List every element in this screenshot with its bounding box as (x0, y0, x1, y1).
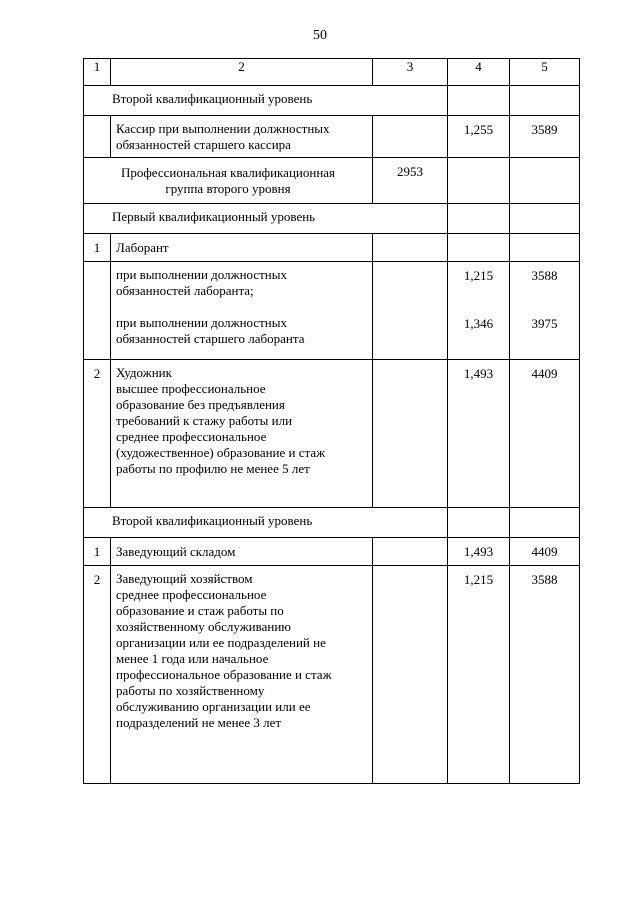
table-row (84, 508, 580, 538)
position-title: Заведующий хозяйством (116, 571, 253, 586)
group-title-cell (84, 158, 373, 204)
base-salary-cell: 2953 (373, 158, 448, 204)
empty-cell (373, 116, 448, 158)
table-row (84, 204, 580, 234)
position-text: работы по профилю не менее 5 лет (116, 461, 310, 476)
position-text: Кассир при выполнении должностных (116, 121, 330, 136)
salary-cell (510, 262, 580, 360)
empty-cell (373, 566, 448, 784)
salary-value: 3975 (531, 316, 558, 331)
salary-cell: 3588 (510, 566, 580, 784)
position-text: подразделений не менее 3 лет (116, 715, 282, 730)
position-text: организации или ее подразделений не (116, 635, 326, 650)
header-cell-4: 4 (448, 59, 510, 86)
empty-cell (510, 234, 580, 262)
coefficient-cell: 1,493 (448, 538, 510, 566)
row-number: 2 (84, 360, 111, 508)
level-title: Второй квалификационный уровень (84, 508, 448, 538)
table-row (84, 360, 580, 508)
level-title: Второй квалификационный уровень (84, 86, 448, 116)
table-row (84, 566, 580, 784)
empty-cell (84, 262, 111, 360)
position-text: обязанностей лаборанта; (116, 283, 254, 298)
table-row (84, 86, 580, 116)
coefficient-cell: 1,493 (448, 360, 510, 508)
coefficient-cell: 1,215 (448, 566, 510, 784)
empty-cell (373, 538, 448, 566)
position-text: при выполнении должностных (116, 267, 287, 282)
row-number: 1 (84, 234, 111, 262)
header-cell-1: 1 (84, 59, 111, 86)
spacer (510, 284, 579, 300)
position-text: среднее профессиональное (116, 587, 267, 602)
position-text: менее 1 года или начальное (116, 651, 269, 666)
position-text: обслуживанию организации или ее (116, 699, 311, 714)
table-row (84, 262, 580, 360)
position-text: (художественное) образование и стаж (116, 445, 326, 460)
salary-cell: 3589 (510, 116, 580, 158)
empty-cell (510, 508, 580, 538)
coefficient-value: 1,215 (463, 268, 494, 283)
position-text: обязанностей старшего лаборанта (116, 331, 305, 346)
position-cell (111, 116, 373, 158)
table-row (84, 158, 580, 204)
position-text: образование без предъявления (116, 397, 285, 412)
empty-cell (373, 360, 448, 508)
header-cell-3: 3 (373, 59, 448, 86)
position-title: Художник (116, 365, 172, 380)
position-title: Лаборант (111, 234, 373, 262)
position-cell (111, 360, 373, 508)
position-cell (111, 566, 373, 784)
salary-cell: 4409 (510, 360, 580, 508)
empty-cell (448, 204, 510, 234)
position-title: Заведующий складом (111, 538, 373, 566)
empty-cell (373, 262, 448, 360)
header-cell-2: 2 (111, 59, 373, 86)
position-text: при выполнении должностных (116, 315, 287, 330)
empty-cell (448, 158, 510, 204)
group-title: группа второго уровня (165, 181, 291, 196)
header-cell-5: 5 (510, 59, 580, 86)
position-text: хозяйственному обслуживанию (116, 619, 292, 634)
table-row (84, 538, 580, 566)
salary-value: 3588 (531, 268, 558, 283)
level-title: Первый квалификационный уровень (84, 204, 448, 234)
empty-cell (448, 86, 510, 116)
row-number: 1 (84, 538, 111, 566)
row-number: 2 (84, 566, 111, 784)
position-text: работы по хозяйственному (116, 683, 265, 698)
salary-cell: 4409 (510, 538, 580, 566)
empty-cell (373, 234, 448, 262)
position-text: требований к стажу работы или (116, 413, 293, 428)
empty-cell (84, 116, 111, 158)
spacer (448, 284, 509, 300)
spacer (116, 299, 368, 315)
coefficient-cell: 1,255 (448, 116, 510, 158)
table-row (84, 116, 580, 158)
position-text: образование и стаж работы по (116, 603, 284, 618)
empty-cell (448, 508, 510, 538)
position-text: профессиональное образование и стаж (116, 667, 332, 682)
empty-cell (510, 86, 580, 116)
group-title: Профессиональная квалификационная (120, 165, 336, 180)
table-header-row (84, 59, 580, 86)
empty-cell (510, 158, 580, 204)
coefficient-cell (448, 262, 510, 360)
spacer (510, 300, 579, 316)
coefficient-value: 1,346 (463, 316, 494, 331)
position-text: высшее профессиональное (116, 381, 266, 396)
empty-cell (448, 234, 510, 262)
salary-table (83, 58, 580, 784)
page-number: 50 (313, 28, 327, 43)
position-text: среднее профессиональное (116, 429, 267, 444)
spacer (448, 300, 509, 316)
position-cell (111, 262, 373, 360)
position-text: обязанностей старшего кассира (116, 137, 291, 152)
table-row (84, 234, 580, 262)
empty-cell (510, 204, 580, 234)
